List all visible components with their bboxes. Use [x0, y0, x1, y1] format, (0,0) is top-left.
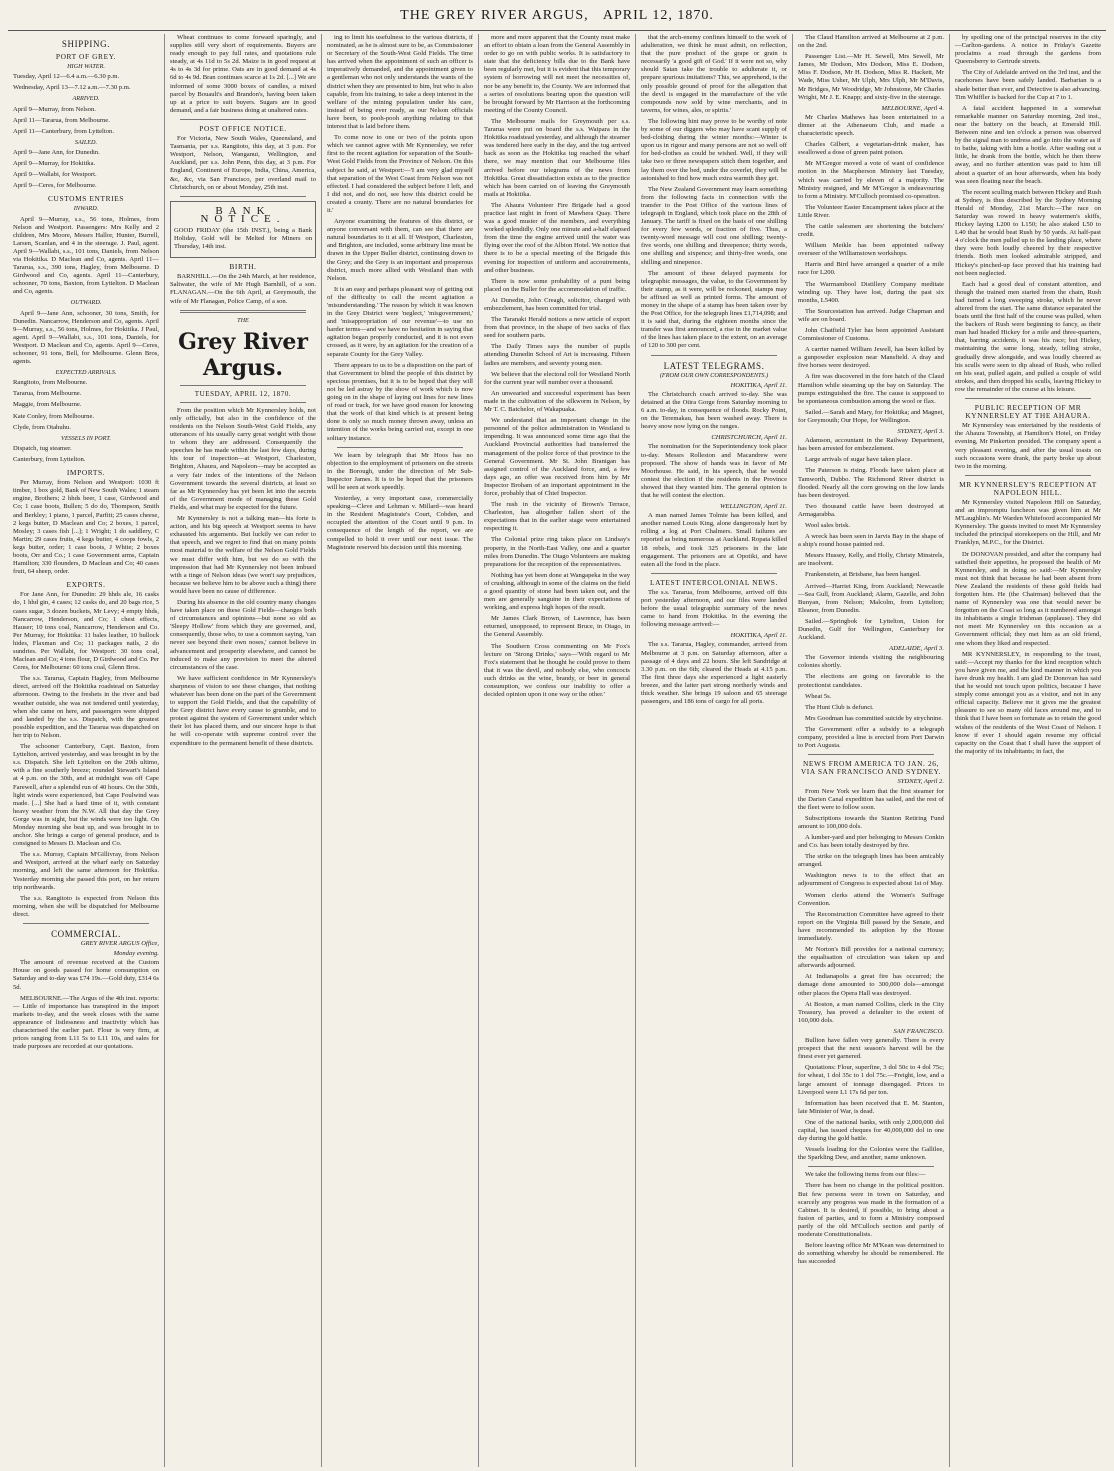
- column-4: [479, 34, 636, 1467]
- news-dateline: SYDNEY, April 3.: [897, 428, 944, 436]
- arrival-item: April 11—Canterbury, from Lyttelton.: [13, 127, 114, 135]
- intercolonial-intro: The s.s. Tararua, from Melbourne, arrived off this port yesterday afternoon, and our files were landed before the usual telegraphic summary of the news came to hand from Hokitika. In the evening the following message arrived:—: [641, 588, 787, 629]
- leader-paragraph: It is an easy and perhaps pleasant way of getting out of the difficulty to call the recent agitation a 'misunderstanding.' The reason by which it was known in the Grey District were 'neglect,' 'misgovernment,' and 'misappropriation of our revenue'—to use no harder terms—and we have no hesitation in saying that agitation began properly conducted, and it is not even crossed, as it were, by an agitation for the creation of a separate County for the Grey Valley.: [327, 285, 473, 358]
- expected-item: Maggie, from Melbourne.: [13, 401, 82, 409]
- birth-notices: BARNHILL.—On the 24th March, at her residence, Saltwater, the wife of Mr Hugh Barnhill, of a son. FLANAGAN.—On the 6th April, at Greymouth, the wife of Mr Flanagan, Police Camp, of a son.: [170, 273, 316, 305]
- bank-notice-heading: BANK NOTICE.: [200, 204, 286, 225]
- divider: [808, 754, 934, 755]
- news-paragraph: At Dunedin, John Creagh, solicitor, charged with embezzlement, has been committed for trial.: [484, 296, 630, 312]
- news-paragraph: The New Zealand Government may learn something from the following facts in connection with the transfer to the Post Office of the various lines of telegraph in England, which took place on the 28th of January. The tariff is fixed on the basis of one shilling for every few words, or fraction of five. Thus, a twenty-word message will cost one shilling; twenty-five words, one shilling and threepence; thirty words, one shilling and sixpence; and thirty-five words, one shilling and ninepence.: [641, 185, 787, 266]
- news-paragraph: We believe that the electoral roll for Westland North for the current year will number over a thousand.: [484, 370, 630, 386]
- news-paragraph: The City of Adelaide arrived on the 3rd inst, and the racehorses have been safely landed. Barbarian is a shade better than ever, and Detective is also advancing. Tim Whiffler is backed for the Cup at 7 to 1.: [955, 69, 1101, 101]
- news-item: The cattle salesmen are shortening the butchers' credit.: [798, 222, 944, 239]
- column-2: [165, 34, 322, 1467]
- vessels-heading: VESSELS IN PORT.: [61, 434, 111, 442]
- news-paragraph: Yesterday, a very important case, commercially speaking—Cleve and Lehman v. Millard—was heard in the Resident Magistrate's Court, Cobden, and occupied the attention of the Court until 9 p.m. In consequence of the length of the report, we are compelled to hold it over until our next issue. The Magistrate reserved his decision until this morning.: [327, 495, 473, 551]
- sailing-item: April 9—Jane Ann, for Dunedin.: [13, 148, 100, 156]
- news-item: One of the national banks, with only 2,000,000 dol capital, has issued cheques for 40,000,000 dol in one day during the gold battle.: [798, 1118, 944, 1143]
- news-item: Mr Norton's Bill provides for a national currency; the equalisation of circulation was taken up and afterwards adjourned.: [798, 946, 944, 970]
- news-paragraph: by spoiling one of the principal reserves in the city—Carlton-gardens. A notice in Friday's Gazette proclaims a road through the gardens from Queensberry to Gertrude streets.: [955, 34, 1101, 66]
- column-7: [950, 34, 1106, 1467]
- napoleon-hill-heading: MR KYNNERSLEY'S RECEPTION AT NAPOLEON HILL.: [959, 479, 1097, 497]
- intercolonial-heading: LATEST INTERCOLONIAL NEWS.: [650, 577, 778, 587]
- napoleon-hill-paragraph: MR KYNNERSLEY, in responding to the toast, said:—Accept my thanks for the kind reception which you have given me, and the kind manner in which you have drunk my health. I am glad Dr Donovan has said that he would not touch upon politics, because I have simply come amongst you as a visitor, and not in any official capacity. Believe me it gives me the greatest pleasure to see so many old faces around me, and to think that I have been so fortunate as to retain the good wishes of the residents of the West Coast of Nelson. I know if ever I should again resume my official capacity on the Coast that I shall have the support of the majority of its inhabitants; in fact, the: [955, 650, 1101, 755]
- column-5: [636, 34, 793, 1467]
- exports-heading: EXPORTS.: [66, 580, 106, 590]
- public-reception-body: Mr Kynnersley was entertained by the residents of the Ahaura Township, at Hamilton's Hotel, on Friday evening, Mr Pinkerton presided. The company spent a very pleasant evening, and after the usual toasts on such occasions were drank, the party broke up about two in the morning.: [955, 422, 1101, 470]
- news-paragraph: The Southern Cross commenting on Mr Fox's lecture on 'Strong Drinks,' says—'With regard to Mr Fox's statement that he thought he could prove to them that it was the devil, and nobody else, who concocts such drinks as the wine, brandy, or beer in general consumption, we confess our inability to offer a decided opinion upon it one way or the other.': [484, 642, 630, 699]
- news-item: The Claud Hamilton arrived at Melbourne at 2 p.m. on the 2nd.: [798, 34, 944, 50]
- news-item: The Sourcestation has arrived. Judge Chapman and wife are on board.: [798, 307, 944, 323]
- news-item: The Governor intends visiting the neighbouring colonies shortly.: [798, 654, 944, 670]
- news-paragraph: that the arch-enemy confines himself to the work of adulteration, we think he must admit, on reflection, that the pure product of the grape or grain is necessarily 'a good gift of God.' If it were not so, why should Satan take the trouble to adulterate it, or prepare spurious imitations? This, we apprehend, is the only possible ground of proof for the allegation that the devil is engaged in the manufacture of the vile compounds now sold by wine merchants, and in taverns, for wines, ales, or spirits.': [641, 34, 787, 114]
- telegram-body: A man named James Tolmie has been killed, and another named Louis King, alone dangerously hurt by rolling a log at Port Chalmers. Small failures are reported as being numerous at Auckland. Ropata killed 18 rebels, and took 325 prisoners in the late engagement. The prisoners are at Opotiki, and have eaten all the food in the place.: [641, 512, 787, 568]
- tide-line: Wednesday, April 13—7.12 a.m.—7.30 p.m.: [13, 84, 131, 92]
- divider: [651, 355, 777, 356]
- telegram-body: The s.s. Tararua, Hagley, commander, arrived from Melbourne at 3 p.m. on Saturday afternoon, after a passage of 4 days and 22 hours. She left Sandridge at 3.30 p.m. on the 6th; cleared the Heads at 4.15 p.m. The first three days she experienced a light easterly breeze, and the latter part strong northerly winds and thick weather. She brings 19 saloon and 65 steerage passengers, and 186 tons of cargo for all ports.: [641, 641, 787, 706]
- news-item: Adamson, accountant in the Railway Department, has been arrested for embezzlement.: [798, 437, 944, 453]
- news-item: There has been no change in the political position. But few persons were in town on Saturday, and scarcely any progress was made in the formation of a Cabinet. It is desired, if possible, to bring about a fusion of parties, and to form a Ministry composed partly of the old M'Culloch section and partly of moderate Constitutionalists.: [798, 1182, 944, 1238]
- news-dateline: SAN FRANCISCO.: [893, 1027, 944, 1035]
- news-item: Washington news is to the effect that an adjournment of Congress is expected about 1st of May.: [798, 872, 944, 888]
- column-6: [793, 34, 950, 1467]
- divider: [651, 573, 777, 574]
- tide-line: Tuesday, April 12—6.4 a.m.—6.30 p.m.: [13, 73, 120, 81]
- divider: [180, 310, 306, 313]
- news-paragraph: We understand that an important change in the personnel of the police administration in Westland is impending. It was announced some time ago that the Auckland Provincial authorities had transferred the management of the police force of that province to the General Government. Mr St. John Branigan has assigned control of the Auckland force, and, a few days ago, an offer was received from him by Mr Inspector Broham of an important appointment in the force, probably that of Chief Inspector.: [484, 417, 630, 497]
- telegram-body: The Christchurch coach arrived to-day. She was detained at the Otira Gorge from Saturday morning to 6 a.m. to-day, in consequence of floods. Rocky Point, on the Teremakau, has been washed away. There is heavy snow now lying on the ranges.: [641, 390, 787, 431]
- expected-item: Tararua, from Melbourne.: [13, 390, 82, 398]
- news-item: Sailed.—Sarah and Mary, for Hokitika; and Magnet, for Greymouth; Our Hope, for Wellington.: [798, 408, 944, 424]
- news-item: Information has been received that E. M. Stanton, late Minister of War, is dead.: [798, 1099, 944, 1115]
- news-item: At Indianapolis a great fire has occurred; the damage done amounted to 300,000 dols—amongst other places the Opera Hall was destroyed.: [798, 973, 944, 997]
- public-reception-heading: PUBLIC RECEPTION OF MR KYNNERSLEY AT THE AHAURA.: [965, 403, 1091, 421]
- news-item: Subscriptions towards the Stanton Retiring Fund amount to 100,000 dols.: [798, 814, 944, 830]
- news-item: The Government offer a subsidy to a telegraph company, provided a line is erected from Port Darwin to Port Augusta.: [798, 725, 944, 750]
- news-item: Quotations: Flour, superfine, 3 dol 50c to 4 dol 75c; for wheat, 1 dol 35c to 1 dol 75c.—Freight, low, and a large amount of tonnage disengaged. Prices to Liverpool were L1 17s 6d per ton.: [798, 1064, 944, 1096]
- news-paragraph: There is now some probability of a punt being placed on the Buller for the accommodation of traffic.: [484, 277, 630, 293]
- telegram-dateline: WELLINGTON, April 11.: [719, 503, 787, 511]
- shipping-heading: SHIPPING.: [61, 39, 111, 49]
- leader-paragraph: To come now to one or two of the points upon which we cannot agree with Mr Kynnersley, we refer first to the recent agitation for separation of the South-West Gold Fields from the Province of Nelson. On this subject he said, at Westport:—'I am very glad myself that separation of the West Coast from Nelson was not effected. I had considered the subject before I left, and I did not, and do not, see how this district could be created a county. There are no natural boundaries for it.': [327, 134, 473, 214]
- news-item: Bullion have fallen very generally. There is every prospect that the next season's harvest will be the finest ever yet garnered.: [798, 1037, 944, 1061]
- post-office-heading: POST OFFICE NOTICE.: [199, 123, 287, 133]
- imports-heading: IMPORTS.: [66, 468, 106, 478]
- expected-heading: EXPECTED ARRIVALS.: [55, 369, 117, 377]
- news-item: A carrier named William Jewell, has been killed by a gunpowder explosion near Mansfield. A dray and five horses were destroyed.: [798, 346, 944, 370]
- news-paragraph: more and more apparent that the County must make an effort to obtain a loan from the General Assembly in order to go on with public works. It is satisfactory to state that the deficiency bills due to the Bank have been regularly met, but it is evident that this temporary system of borrowing will not meet the necessities of, nor be any benefit to, the County. We are informed that a series of resolutions bearing upon the question will be brought forward by Mr Harrison at the forthcoming meeting of the County Council.: [484, 34, 630, 114]
- news-dateline: ADELAIDE, April 3.: [889, 645, 944, 653]
- column-1: [8, 34, 165, 1467]
- news-item: The strike on the telegraph lines has been amicably arranged.: [798, 853, 944, 869]
- issue-date: TUESDAY, APRIL 12, 1870.: [194, 389, 292, 398]
- columns: [8, 34, 1106, 1467]
- birth-heading: BIRTH.: [229, 262, 257, 272]
- news-item: The Hunt Club is defunct.: [805, 703, 874, 711]
- divider: [180, 119, 306, 120]
- paper-title: Grey River Argus.: [178, 328, 308, 381]
- news-item: The Volunteer Easter Encampment takes place at the Little River.: [798, 203, 944, 219]
- news-item: Women clerks attend the Women's Suffrage Convention.: [798, 891, 944, 907]
- page-masthead: [8, 6, 1106, 31]
- shipping-report: The s.s. Rangitoto is expected from Nelson this morning, when she will be dispatched for Melbourne direct.: [13, 894, 159, 918]
- sailing-item: April 9—Murray, for Hokitika.: [13, 160, 96, 168]
- arrived-heading: ARRIVED.: [72, 95, 100, 103]
- telegrams-heading: LATEST TELEGRAMS.: [663, 360, 765, 371]
- news-item: The Paterson is rising. Floods have taken place at Tamworth, Dubbo. The Richmond River district is flooded. Nearly all the corn growing on the low lands has been destroyed.: [798, 467, 944, 499]
- news-item: A lumber-yard and pier belonging to Messrs Conkin and Co. has been totally destroyed by fire.: [798, 833, 944, 850]
- news-paragraph: The recent sculling match between Hickey and Rush at Sydney, is thus described by the Sydney Morning Herald of Monday, 21st March:—The race on Saturday was rowed in heavy watermen's skiffs, Hickey laying L200 to L150; he also staked L50 to L40 that he would beat Rush by 50 yards. At half-past 4 o'clock the men pulled up to the landing place, where they were both loudly cheered by their respective friends. Both men looked admirable stripped, and Hickey's pinched-up face proved that his training had not been neglected.: [955, 188, 1101, 277]
- news-paragraph: Each had a good deal of constant attention, and though the trained men started from the chain, Rush had turned a long sweeping stroke, which he never altered from the start. The same distance separated the boats until the first half of the course was pulled, when the backers of Rush were beginning to fancy, as their man had headed Hickey for a mile and three-quarters, that, barring accidents, it was his race; but Hickey, maintaining the same long, steady, telling stroke, gradually drew alongside, and was loudly cheered as his sculls were seen to dip ahead of Rush, who rolled on his seat, pulled again, and pulled a couple of wild strokes, and then dropped his sculls, leaving Hickey to row the remainder of the course at his leisure.: [955, 280, 1101, 393]
- post-office-body: For Victoria, New South Wales, Queensland, and Tasmania, per s.s. Rangitoto, this day, at 3 p.m. For Westport, Nelson, Wanganui, Wellington, and Auckland, per s.s. John Penn, this day, at 3 p.m. For England, Continent of Europe, India, China, America, &c, &c, via San Francisco, per overland mail to Christchurch, on or about Monday, 25th inst.: [170, 135, 316, 191]
- leader-paragraph: ing to limit his usefulness to the various districts, if nominated, as he is almost sure to be, as Commissioner or Secretary of the South-West Gold Fields. The time has arrived when the appointment of such an officer is imperatively demanded, and the appointment given to a gentleman who not only understands the wants of the district when they are presented to him, but who is also capable, from his training, to take a deep interest in the welfare of the mining population under his care, instead of being ever ready, as our Nelson officials have been, to pooh-pooh anything relating to that interest that is laid before them.: [327, 34, 473, 131]
- news-dateline: MELBOURNE, April 4.: [881, 104, 944, 112]
- paper-title-the: THE: [237, 316, 249, 324]
- high-water-heading: HIGH WATER.: [67, 63, 105, 71]
- news-item: Mr M'Gregor moved a vote of want of confidence motion in the Macpherson Ministry last Tuesday, which was carried by eleven of a majority. The Ministry resigned, and Mr M'Gregor is endeavouring to form a Ministry. M'Culloch promised co-operation.: [798, 160, 944, 200]
- news-paragraph: Nothing has yet been done at Wangapeka in the way of crushing, although in some of the claims on the field a good quantity of stone had been taken out, and the men are generally sanguine in their expectations of working, and express high hopes of the result.: [484, 571, 630, 612]
- news-item: William Meikle has been appointed railway overseer of the Williamstown workshops.: [798, 242, 944, 258]
- news-item: A wreck has been seen in Jarvis Bay in the shape of a ship's round house painted red.: [798, 533, 944, 549]
- port-heading: PORT OF GREY.: [55, 52, 117, 62]
- america-heading: NEWS FROM AMERICA TO JAN. 26, VIA SAN FRANCISCO AND SYDNEY.: [800, 759, 942, 777]
- divider: [180, 402, 306, 403]
- news-item: We take the following items from our files:—: [805, 1171, 926, 1179]
- running-date: APRIL 12, 1870.: [602, 8, 714, 23]
- news-item: Mrs Goodman has committed suicide by strychnine.: [805, 714, 943, 722]
- divider: [965, 398, 1091, 399]
- shipping-report: The s.s. Murray, Captain M'Gillivray, from Nelson and Westport, arrived at the wharf early on Saturday morning, and left the same afternoon for Hokitika. Yesterday morning she passed this port, on her return trip northwards.: [13, 851, 159, 891]
- telegram-body: The nomination for the Superintendency took place to-day. Messrs Rolleston and Macandrew were proposed. The show of hands was in favor of Mr Moorhouse. He said, in his speech, that he would contest the election if the residents in the Province showed that they wanted him. The general opinion is that he will contest the election.: [641, 443, 787, 499]
- news-item: The Warrnambool Distillery Company meditate winding up. They have lost, during the past six months, L5400.: [798, 280, 944, 304]
- news-item: Large arrivals of sugar have taken place.: [805, 456, 912, 464]
- customs-heading: CUSTOMS ENTRIES: [47, 194, 124, 204]
- leader-paragraph: From the position which Mr Kynnersley holds, not only officially, but also in the confidence of the residents on the Nelson South-West Gold Fields, any utterances of his usually carry great weight with those to whom they are addressed. Consequently the speeches he has made within the last few days, during his tour of inspection—at Westport, Charleston, Brighton, Ahaura, and Napoleon—may be accepted as a very fair index of the intentions of the Nelson Government towards the several districts, at least so far as Mr Kynnersley has yet been let into the secrets of the Government mode of managing these Gold Fields, and what may be expected for the future.: [170, 406, 316, 511]
- leader-paragraph: Anyone examining the features of this district, or anyone conversant with them, can see that there are natural boundaries to it at all. If Westport, Charleston, and Brighton, are included, some arbitrary line must be drawn in the Upper Buller district, continuing down to the Grey; and the Grey is an important and prosperous district, much more allied with Westland than with Nelson.: [327, 218, 473, 282]
- news-item: Harris and Bird have arranged a quarter of a mile race for L200.: [798, 261, 944, 277]
- outward-heading: OUTWARD.: [70, 299, 102, 307]
- news-item: From New York we learn that the first steamer for the Darien Canal expedition has sailed, and the rest of the fleet were to follow soon.: [798, 787, 944, 811]
- divider: [180, 196, 306, 197]
- news-item: Before leaving office Mr M'Kean was determined to do something whereby he should be remembered. He has succeeded: [798, 1242, 944, 1266]
- expected-item: Rangitoto, from Melbourne.: [13, 379, 88, 387]
- inward-heading: INWARD.: [73, 205, 99, 213]
- commercial-day: Monday evening.: [113, 950, 159, 958]
- commercial-heading: COMMERCIAL.: [51, 929, 121, 939]
- news-item: Passenger List.—Mr H. Sewell, Mrs Sewell, Mr James, Mr Dodson, Mrs Dodson, Miss E. Dodson, Miss F. Dodson, Mr H. Dodson, Miss R. Hackett, Mr Wade, Miss Usher, Mr Ulph, Mrs Ulph, Mr M'Davis, Mr Bridges, Mr Woodridge, Mr Johnstone, Mr Charles Wright, Mr J. E. Knapp; and sixty-five in the steerage.: [798, 53, 944, 101]
- news-item: Arrived—Harriet King, from Auckland; Newcastle—Sea Gull, from Auckland; Alarm, Gazelle, and John Bunyan, from Nelson; Malcolm, from Lyttelton; Eleanor, from Dunedin.: [798, 582, 944, 614]
- news-item: Messrs Hussey, Kelly, and Holly, Christy Minstrels, are insolvent.: [798, 552, 944, 568]
- news-paragraph: The Colonial prize ring takes place on Lindsay's property, in the North-East Valley, one and a quarter miles from Dunedin. The Otago Volunteers are making preparations for the reception of the representatives.: [484, 536, 630, 568]
- inward-entries: April 9—Murray, s.s., 56 tons, Holmes, from Nelson and Westport. Passengers: Mrs Kelly and 2 children, Mrs Moore, Messrs Hallor, Hunter, Burrell, Larsen, Scanlan, and 4 in the steerage. J. Paul, agent. April 9—Wallabi, s.s., 101 tons, Daniels, from Nelson via Hokitika. D Maclean and Co, agents. April 11—Tararua, s.s., 390 tons, Hagley, from Melbourne. D Girdwood and Co, agents. April 11—Canterbury, schooner, 70 tons, Baxton, from Lyttelton. D Maclean and Co, agents.: [13, 215, 159, 296]
- napoleon-hill-paragraph: Dr DONOVAN presided, and after the company had satisfied their appetites, he proposed the health of Mr Kynnersley, and in doing so said:—Mr Kynnersley must not think that because he had been absent from New Zealand the residents of these gold fields had forgotten him. He (the Chairman) believed that the name of Kynnersley was one that would never be forgotten on the Coast so long as it numbered amongst its inhabitants a single Irishman (applause). They did not meet Mr Kynnersley on this occasion as a Government official; they met him as an old friend, one whom they liked and respected.: [955, 550, 1101, 647]
- sailed-heading: SAILED.: [74, 138, 98, 146]
- vessel-item: Canterbury, from Lyttelton.: [13, 455, 86, 463]
- divider: [23, 923, 149, 924]
- imports-body: Per Murray, from Nelson and Westport: 1030 ft timber, 1 box gold, Bank of New South Wales; 1 steam engine, Brothers; 2 hhds beer, 1 case, Girdwood and Co; 1 case boots, Bullen; 5 do do, Thompson, Smith and Berkley; 1 piano, 1 parcel, Parfitt; 25 cases cheese, 2 kegs butter, D Maclean and Co; 2 boxes, 1 parcel, Mosley; 3 cases fish [...]; 1 Wright; 1 do saddlery, C Martin; 29 cases fruits, 4 kegs butter, 4 coops fowls, 2 kegs butter, order; 1 case boots, J White; 2 boxes boots, Orr and Co.; 1 case Government arms, Captain Hamilton; 330 flounders, D Maclean and Co; 40 cases fruit, 64 sheep, order.: [13, 479, 159, 576]
- leader-paragraph: Mr Kynnersley is not a talking man—his forte is action, and his big speech at Westport seems to have exhausted his arguments. But luckily we can refer to that speech, and we regret to find that on many points most material to the welfare of the Nelson Gold Fields we must differ with him, but we do so with the impression that had Mr Kynnersley not been imbued with a tinge of Nelson ideas (we won't say prejudices, because we believe him to be above such a thing) there would have been no cause of difference.: [170, 515, 316, 595]
- column-3: [322, 34, 479, 1467]
- news-item: Vessels loading for the Colonies were the Gallilee, the Sparkling Dew, and another, name unknown.: [798, 1146, 944, 1162]
- news-item: John Chatfield Tyler has been appointed Assistant Commissioner of Customs.: [798, 327, 944, 343]
- news-paragraph: The Ahaura Volunteer Fire Brigade had a good practice last night in front of Mawhera Quay. There was a good muster of the members, and everything worked splendidly. Only one minute and a-half elapsed from the time the engine arrived until the water was flying over the roof of the Albion Hotel. We notice that there is to be a special meeting of the Brigade this evening for inspection of uniform and accoutrements, and other business.: [484, 201, 630, 274]
- news-item: Sailed.—Springbok for Lyttelton, Union for Dunedin, Gulf for Wellington, Canterbury for Auckland.: [798, 617, 944, 642]
- telegrams-subheading: (FROM OUR OWN CORRESPONDENTS.): [659, 371, 769, 379]
- bank-notice-body: GOOD FRIDAY (the 15th INST.), being a Bank Holiday, Gold will be Melted for Miners on Thursday, 14th inst.: [174, 226, 312, 251]
- leader-paragraph: We have sufficient confidence in Mr Kynnersley's sharpness of vision to see these changes, that nothing whatever has been done on the part of the Government to support the Gold Fields, and that the capability of the Grey district have every cause to grumble, and to protest against the system of Government under which their lot has placed them, and our sincere hope is that he will co-operate with supreme control over the expenditure to the permanent benefit of these districts.: [170, 674, 316, 747]
- telegram-dateline: CHRISTCHURCH, April 11.: [711, 434, 787, 442]
- arrival-item: April 9—Murray, from Nelson.: [13, 105, 96, 113]
- divider: [337, 447, 463, 448]
- news-item: Two thousand cattle have been destroyed at Armagarabba.: [798, 502, 944, 518]
- news-item: The elections are going on favorable to the protectionist candidates.: [798, 673, 944, 689]
- telegram-dateline: HOKITIKA, April 11.: [730, 381, 787, 389]
- news-item: At Boston, a man named Collins, clerk in the City Treasury, has proved a defaulter to the extent of 160,000 dols.: [798, 1000, 944, 1024]
- news-item: Mr Charles Mathews has been entertained to a dinner at the Athenaeum Club, and made a characteristic speech.: [798, 113, 944, 138]
- leader-paragraph: During his absence in the old country many changes have taken place on these Gold Fields—changes both of circumstances and opinions—but none so old as 'Sleepy Hollow' from which they are governed, and, consequently, those who, to use a common saying, 'can never see beyond their own noses,' cannot believe in advancement and prosperity elsewhere, and cannot be induced to make any provision to meet the altered circumstances of the case.: [170, 598, 316, 671]
- bank-notice: [170, 201, 316, 258]
- news-item: Charles Gilbert, a vegetarian-drink maker, has swallowed a dose of green paint poison.: [798, 141, 944, 157]
- telegram-dateline: HOKITIKA, April 11.: [730, 632, 787, 640]
- news-dateline: SYDNEY, April 2.: [897, 778, 944, 786]
- news-item: The Reconstruction Committee have agreed to their report on the Virginia Bill passed by the Senate, and have recommended its adoption by the House immediately.: [798, 910, 944, 942]
- expected-item: Kate Conley, from Melbourne.: [13, 412, 95, 420]
- news-paragraph: The Melbourne mails for Greymouth per s.s. Tararua were put on board the s.s. Waipara in the Hokitika roadstead yesterday, and although the steamer was tendered here early in the day, and the tug arrived back as soon as the Hokitika tug reached the wharf there, we may mention that our Melbourne files arrived before our telegrams of the news from Hokitika. Great dissatisfaction exists as to the practice which has been carried on of leaving the Greymouth mails at Hokitika.: [484, 117, 630, 198]
- paper-running-title: THE GREY RIVER ARGUS,: [400, 8, 589, 23]
- exports-body: For Jane Ann, for Dunedin: 29 hhds ale, 16 casks do, 1 hhd gin, 4 cases; 12 casks do, and 20 bags rice, 5 cases sugar, 3 dozen buckets, Mr Levy; 4 empty hhds, Nancarrow, Henderson, and Co; 1 chest effects, Hauser; 10 tons coal, Nancarrow, Henderson and Co. Per Murray, for Hokitika: 11 bales leather, 10 bullock hides, Flaxman and Co; 11 packages nails, 2 do sundries. Per Wallabi, for Westport: 30 tons coal, Maclean and Co; 4 tons flour, D Girdwood and Co. Per Ceres, for Melbourne: 60 tons coal, Glenn Bros.: [13, 591, 159, 672]
- news-paragraph: An unwearied and successful experiment has been made in the cultivation of the silkworm in Nelson, by Mr T. C. Batchelor, of Wakapuaka.: [484, 389, 630, 414]
- news-item: Wheat 5s.: [805, 692, 832, 700]
- news-paragraph: The rush in the vicinity of Brown's Terrace, Charleston, has altogether fallen short of the expectations that in the earlier stage were entertained respecting it.: [484, 501, 630, 533]
- arrival-item: April 11—Tararua, from Melbourne.: [13, 116, 110, 124]
- news-paragraph: Mr James Clark Brown, of Lawrence, has been returned, unopposed, to represent Bruce, in Otago, in the General Assembly.: [484, 615, 630, 639]
- shipping-report: The schooner Canterbury, Capt. Baxton, from Lyttelton, arrived yesterday, and was brought in by the s.s. Dispatch. She left Lyttelton on the 29th ultimo, with a fine southerly breeze; rounded Stewart's Island at 4 p.m. on the 30th, and at midnight was off Cape Farewell, after a splendid run of 40 hours. On the 30th, light winds were experienced, but Cape Foulwind was made. [...] She had a hard time of it, with constant heavy weather from the N.W. All that day the Grey Gorge was in sight, but the winds were too light. On Monday morning she beat up, and was brought in to anchor. She brings a cargo of general produce, and is consigned to Messrs D. Maclean and Co.: [13, 743, 159, 848]
- divider: [965, 475, 1091, 476]
- news-paragraph: The Daily Times says the number of pupils attending Dunedin School of Art is increasing. Fifteen ladies are members, and seventy young men.: [484, 343, 630, 367]
- melbourne-market: MELBOURNE.—The Argus of the 4th inst. reports:— Little of importance has transpired in the import markets to-day, and the week closes with the same appearance of listlessness and inactivity which has characterised the earlier part. Flour is very firm, at prices ranging from L11 5s to L11 10s, and sales for trade purposes are recorded at our quotations.: [13, 994, 159, 1051]
- sailing-item: April 9—Ceres, for Melbourne.: [13, 182, 97, 190]
- news-paragraph: The Taranaki Herald notices a new article of export from that province, in the shape of two sacks of flax seed for southern parts.: [484, 316, 630, 340]
- divider: [808, 1166, 934, 1167]
- news-paragraph: The following hint may prove to be worthy of note by some of our diggers who may have scant supply of bed-clothing during the winter months:—Winter is upon us in rigour and many persons are not so well off for bed-clothes as could be wished. Well, if they will take two or three newspapers stitch them together, and lay them over the bed, under the coverlet, they will be astonished to find how much extra warmth they get.: [641, 117, 787, 182]
- napoleon-hill-paragraph: Mr Kynnersley visited Napoleon Hill on Saturday, and an impromptu luncheon was given him at Mr M'Laughlin's. Mr Warden Whitefoord accompanied Mr Kynnersley. The guests invited to meet Mr Kynnersley included the principal storekeepers on the Hill, and Mr Franklyn, M.P.C., for the District.: [955, 498, 1101, 547]
- news-item: A fire was discovered in the fore hatch of the Claud Hamilton while steaming up the bay on Saturday. The pumps extinguished the fire. The cause is supposed to be spontaneous combustion among the wool or flax.: [798, 373, 944, 405]
- news-item: Frankenstein, at Brisbane, has been hanged.: [805, 571, 921, 579]
- news-paragraph: The amount of these delayed payments for telegraphic messages, the value, to the Government by their stamp, as it were, will be reckoned, stamps may be affixed as well as printed forms. The amount of money in the shape of a stamp has been taken over by the Post Office, for the telegraph lines £1,714,098; and it is said that, during the eighteen months since the transfer was first announced, a rise in the market value of the lines has taken place to the extent, on an average of 120 to 300 per cent.: [641, 269, 787, 350]
- expected-item: Clyde, from Otahuhu.: [13, 423, 71, 431]
- news-paragraph: A fatal accident happened in a somewhat remarkable manner on Saturday morning, 2nd inst., near the battery on the beach, at Emerald Hill. Between nine and ten o'clock a person was observed by the signal man to undress and go into the water as if to bathe, taking with him a bottle. After wading out a little, he drank from the bottle, which he then threw away, and no further attention was paid to him till about a quarter of an hour afterwards, when his body was seen floating near the beach.: [955, 104, 1101, 185]
- outward-entries: April 9—Jane Ann, schooner, 30 tons, Smith, for Dunedin. Nancarrow, Henderson and Co, agents. April 9—Murray, s.s., 56 tons, Holmes, for Hokitika. J Paul, agent. April 9—Wallabi, s.s., 101 tons, Daniels, for Westport. D Maclean and Co, agents. April 9—Ceres, schooner, 91 tons, Bell, for Melbourne. Glenn Bros, agents.: [13, 309, 159, 366]
- divider: [180, 385, 306, 386]
- commercial-body: The amount of revenue received at the Custom House on goods passed for home consumption on Saturday and to-day was £74 19s.—Gold duty, £314 6s 5d.: [13, 959, 159, 991]
- vessel-item: Dispatch, tug steamer.: [13, 444, 72, 452]
- news-item: Wool sales brisk.: [805, 521, 851, 529]
- market-report: Wheat continues to come forward sparingly, and supplies still very short of requirements. Buyers are ready enough to pay full rates, and quotations rule steady, at 4s 11d to 5s 2d. Maize is in good request at 4s to 4s 3d for prime. Oats are in good demand at 4s 6d to 4s 9d. Bran continues scarce at 1s 2d. [...] We are informed of some 3000 boxes of candles, a mixed parcel by Bouault's and Brandon's, having been taken up at a price to suit buyers. Sugars are in good demand, and a fair business doing at unaltered rates.: [170, 34, 316, 114]
- sailing-item: April 9—Wallabi, for Westport.: [13, 171, 97, 179]
- shipping-report: The s.s. Tararua, Captain Hagley, from Melbourne direct, arrived off the Hokitika roadstead on Saturday afternoon. Owing to the freshets in the river and bad weather outside, she was not tendered until yesterday, when she came on here, and passengers were shipped and landed by the s.s. Dispatch, with the greatest possible expedition, and the Tararua was dispatched on her trip to Nelson.: [13, 675, 159, 739]
- leader-paragraph: There appears to us to be a disposition on the part of that Government to blind the people of this district by specious promises, but it is to be hoped that they will not be led astray by the show of work which is now going on in the shape of laying out lines for new lines of road or track, for we have good reason for knowing that the work of that kind which is at present being done is only so much money thrown away, unless an intention of the works being carried out, except in one solitary instance.: [327, 361, 473, 442]
- commercial-office: GREY RIVER ARGUS Office,: [80, 940, 159, 948]
- news-paragraph: We learn by telegraph that Mr Hoos has no objection to the employment of prisoners on the streets in the Borough, under the direction of Mr Sub-Inspector James. It is to be hoped that the prisoners will be seen at work speedily.: [327, 451, 473, 491]
